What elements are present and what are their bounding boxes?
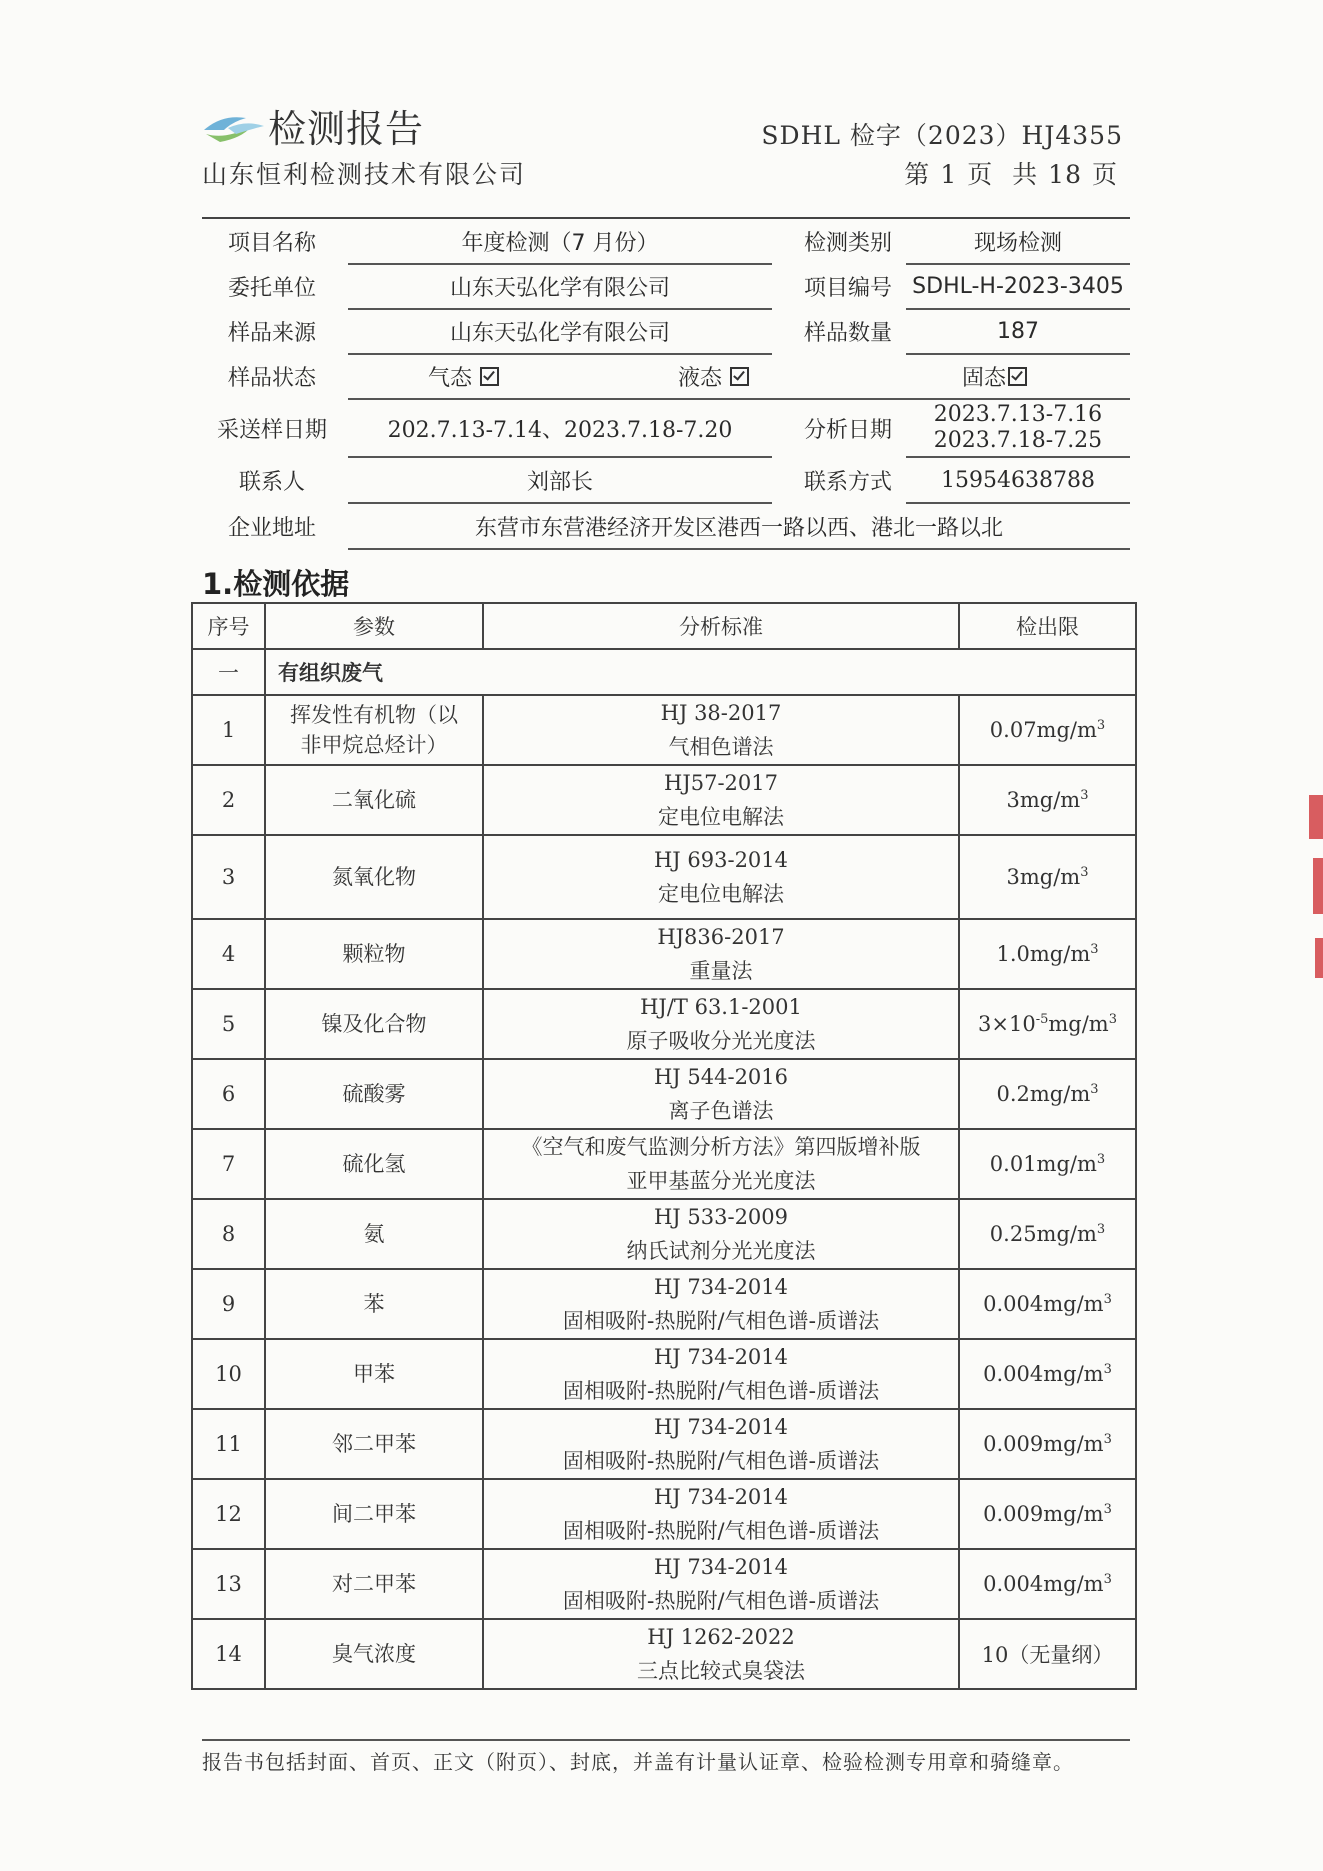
source-value: 山东天弘化学有限公司: [348, 309, 772, 355]
table-row: [192, 1059, 1136, 1129]
row-no: 9: [192, 1269, 265, 1339]
standard-code: HJ 544-2016: [653, 1065, 789, 1089]
source-label: 样品来源: [227, 320, 316, 346]
analysis-date-label: 分析日期: [803, 417, 892, 443]
row-standard: [483, 1269, 959, 1339]
row-limit: $0.2mg/m^3$: [959, 1059, 1136, 1129]
detection-basis-table: [191, 602, 1137, 1690]
standard-method: 纳氏试剂分光光度法: [626, 1239, 816, 1263]
standard-code: HJ/T 63.1-2001: [640, 995, 802, 1019]
row-param: 镍及化合物: [265, 989, 483, 1059]
analysis-date-value: 2023.7.13-7.16 2023.7.18-7.25: [906, 400, 1130, 458]
standard-code: HJ57-2017: [664, 771, 778, 795]
footer-divider: [202, 1739, 1130, 1741]
row-no: 6: [192, 1059, 265, 1129]
client-label: 委托单位: [227, 275, 316, 301]
standard-method: 气相色谱法: [668, 735, 774, 759]
project-no-label: 项目编号: [803, 275, 892, 301]
contact-label: 联系人: [238, 469, 305, 495]
header-limit: 检出限: [959, 603, 1136, 649]
row-param: 对二甲苯: [265, 1549, 483, 1619]
table-row: [192, 1129, 1136, 1199]
row-param: 硫化氢: [265, 1129, 483, 1199]
project-no-value: SDHL-H-2023-3405: [906, 264, 1130, 310]
sampling-date-value: 202.7.13-7.14、2023.7.18-7.20: [348, 400, 772, 458]
state-solid: 固态: [962, 354, 1027, 398]
company-name: 山东恒利检测技术有限公司: [202, 160, 527, 189]
row-param: 氨: [265, 1199, 483, 1269]
table-row: [192, 919, 1136, 989]
row-limit: $0.009mg/m^3$: [959, 1409, 1136, 1479]
report-number: SDHL 检字（2023）HJ4355: [761, 121, 1123, 150]
standard-method: 定电位电解法: [658, 882, 784, 906]
row-no: 7: [192, 1129, 265, 1199]
project-info-block: [202, 217, 1130, 551]
row-limit: $0.07mg/m^3$: [959, 695, 1136, 765]
row-param: 臭气浓度: [265, 1619, 483, 1689]
table-row: [192, 1479, 1136, 1549]
row-limit: $3mg/m^3$: [959, 835, 1136, 919]
row-standard: [483, 835, 959, 919]
row-no: 5: [192, 989, 265, 1059]
page-indicator: 第 1 页 共 18 页: [904, 160, 1118, 189]
standard-code: 《空气和废气监测分析方法》第四版增补版: [521, 1135, 921, 1159]
row-standard: [483, 1199, 959, 1269]
contact-value: 刘部长: [348, 458, 772, 504]
row-standard: [483, 919, 959, 989]
row-standard: [483, 1339, 959, 1409]
sampling-date-label: 采送样日期: [216, 417, 327, 443]
row-limit: $1.0mg/m^3$: [959, 919, 1136, 989]
standard-code: HJ 734-2014: [653, 1415, 789, 1439]
row-no: 13: [192, 1549, 265, 1619]
project-name-label: 项目名称: [227, 230, 316, 256]
table-row: [192, 1619, 1136, 1689]
row-param: 二氧化硫: [265, 765, 483, 835]
checkbox-checked-icon: [730, 367, 749, 386]
standard-code: HJ836-2017: [657, 925, 785, 949]
row-standard: [483, 1479, 959, 1549]
row-standard: [483, 1549, 959, 1619]
table-header-row: [192, 603, 1136, 649]
checkbox-checked-icon: [480, 367, 499, 386]
row-no: 2: [192, 765, 265, 835]
row-limit: $0.004mg/m^3$: [959, 1549, 1136, 1619]
standard-method: 固相吸附-热脱附/气相色谱-质谱法: [562, 1379, 880, 1403]
standard-method: 定电位电解法: [658, 805, 784, 829]
group-row: [192, 649, 1136, 695]
state-liquid: 液态: [678, 354, 749, 398]
address-label: 企业地址: [227, 515, 316, 541]
standard-code: HJ 734-2014: [653, 1345, 789, 1369]
standard-code: HJ 1262-2022: [647, 1625, 795, 1649]
group-name: 有组织废气: [265, 649, 1136, 695]
standard-code: HJ 533-2009: [653, 1205, 789, 1229]
row-no: 14: [192, 1619, 265, 1689]
standard-code: HJ 38-2017: [660, 701, 782, 725]
row-limit: $0.004mg/m^3$: [959, 1269, 1136, 1339]
row-no: 8: [192, 1199, 265, 1269]
row-standard: [483, 1409, 959, 1479]
table-row: [192, 835, 1136, 919]
sample-count-value: 187: [906, 309, 1130, 355]
test-type-value: 现场检测: [906, 219, 1130, 265]
row-param: 挥发性有机物（以非甲烷总烃计）: [265, 695, 483, 765]
row-limit: $0.01mg/m^3$: [959, 1129, 1136, 1199]
address-value: 东营市东营港经济开发区港西一路以西、港北一路以北: [348, 504, 1130, 550]
row-standard: [483, 1619, 959, 1689]
test-type-label: 检测类别: [803, 230, 892, 256]
row-param: 颗粒物: [265, 919, 483, 989]
standard-method: 重量法: [689, 959, 753, 983]
client-value: 山东天弘化学有限公司: [348, 264, 772, 310]
row-limit: $0.009mg/m^3$: [959, 1479, 1136, 1549]
seal-edge: [1315, 938, 1323, 978]
row-no: 4: [192, 919, 265, 989]
footer-note: 报告书包括封面、首页、正文（附页）、封底，并盖有计量认证章、检验检测专用章和骑缝章。: [202, 1750, 1074, 1774]
row-param: 间二甲苯: [265, 1479, 483, 1549]
standard-method: 原子吸收分光光度法: [626, 1029, 816, 1053]
standard-code: HJ 734-2014: [653, 1485, 789, 1509]
checkbox-checked-icon: [1008, 367, 1027, 386]
table-row: [192, 1549, 1136, 1619]
row-no: 12: [192, 1479, 265, 1549]
sample-count-label: 样品数量: [803, 320, 892, 346]
row-standard: [483, 1059, 959, 1129]
row-limit: 10（无量纲）: [959, 1619, 1136, 1689]
standard-method: 固相吸附-热脱附/气相色谱-质谱法: [562, 1589, 880, 1613]
standard-code: HJ 693-2014: [653, 848, 789, 872]
row-limit: $0.25mg/m^3$: [959, 1199, 1136, 1269]
table-row: [192, 695, 1136, 765]
standard-method: 固相吸附-热脱附/气相色谱-质谱法: [562, 1519, 880, 1543]
seal-edge: [1313, 858, 1323, 914]
table-row: [192, 1199, 1136, 1269]
row-limit: $3\times 10^{-5}mg/m^3$: [959, 989, 1136, 1059]
standard-code: HJ 734-2014: [653, 1275, 789, 1299]
table-row: [192, 765, 1136, 835]
table-row: [192, 1409, 1136, 1479]
row-no: 10: [192, 1339, 265, 1409]
row-limit: $3mg/m^3$: [959, 765, 1136, 835]
header-param: 参数: [265, 603, 483, 649]
row-no: 3: [192, 835, 265, 919]
standard-method: 固相吸附-热脱附/气相色谱-质谱法: [562, 1309, 880, 1333]
state-gas: 气态: [428, 354, 499, 398]
row-no: 1: [192, 695, 265, 765]
group-no: 一: [192, 649, 265, 695]
standard-method: 三点比较式臭袋法: [637, 1659, 805, 1683]
phone-label: 联系方式: [803, 469, 892, 495]
standard-method: 离子色谱法: [668, 1099, 774, 1123]
header-no: 序号: [192, 603, 265, 649]
row-standard: [483, 1129, 959, 1199]
phone-value: 15954638788: [906, 458, 1130, 504]
table-row: [192, 1269, 1136, 1339]
project-name-value: 年度检测（7 月份）: [348, 219, 772, 265]
company-logo-icon: [202, 110, 266, 146]
standard-code: HJ 734-2014: [653, 1555, 789, 1579]
row-param: 氮氧化物: [265, 835, 483, 919]
row-standard: [483, 989, 959, 1059]
row-standard: [483, 695, 959, 765]
row-param: 硫酸雾: [265, 1059, 483, 1129]
row-param: 邻二甲苯: [265, 1409, 483, 1479]
table-row: [192, 1339, 1136, 1409]
seal-edge: [1309, 795, 1323, 839]
row-param: 甲苯: [265, 1339, 483, 1409]
row-no: 11: [192, 1409, 265, 1479]
report-title: 检测报告: [268, 107, 425, 151]
row-standard: [483, 765, 959, 835]
row-limit: $0.004mg/m^3$: [959, 1339, 1136, 1409]
row-param: 苯: [265, 1269, 483, 1339]
state-label: 样品状态: [227, 365, 316, 391]
header-standard: 分析标准: [483, 603, 959, 649]
table-row: [192, 989, 1136, 1059]
standard-method: 亚甲基蓝分光光度法: [626, 1169, 816, 1193]
standard-method: 固相吸附-热脱附/气相色谱-质谱法: [562, 1449, 880, 1473]
section-title: 1.检测依据: [202, 567, 350, 601]
